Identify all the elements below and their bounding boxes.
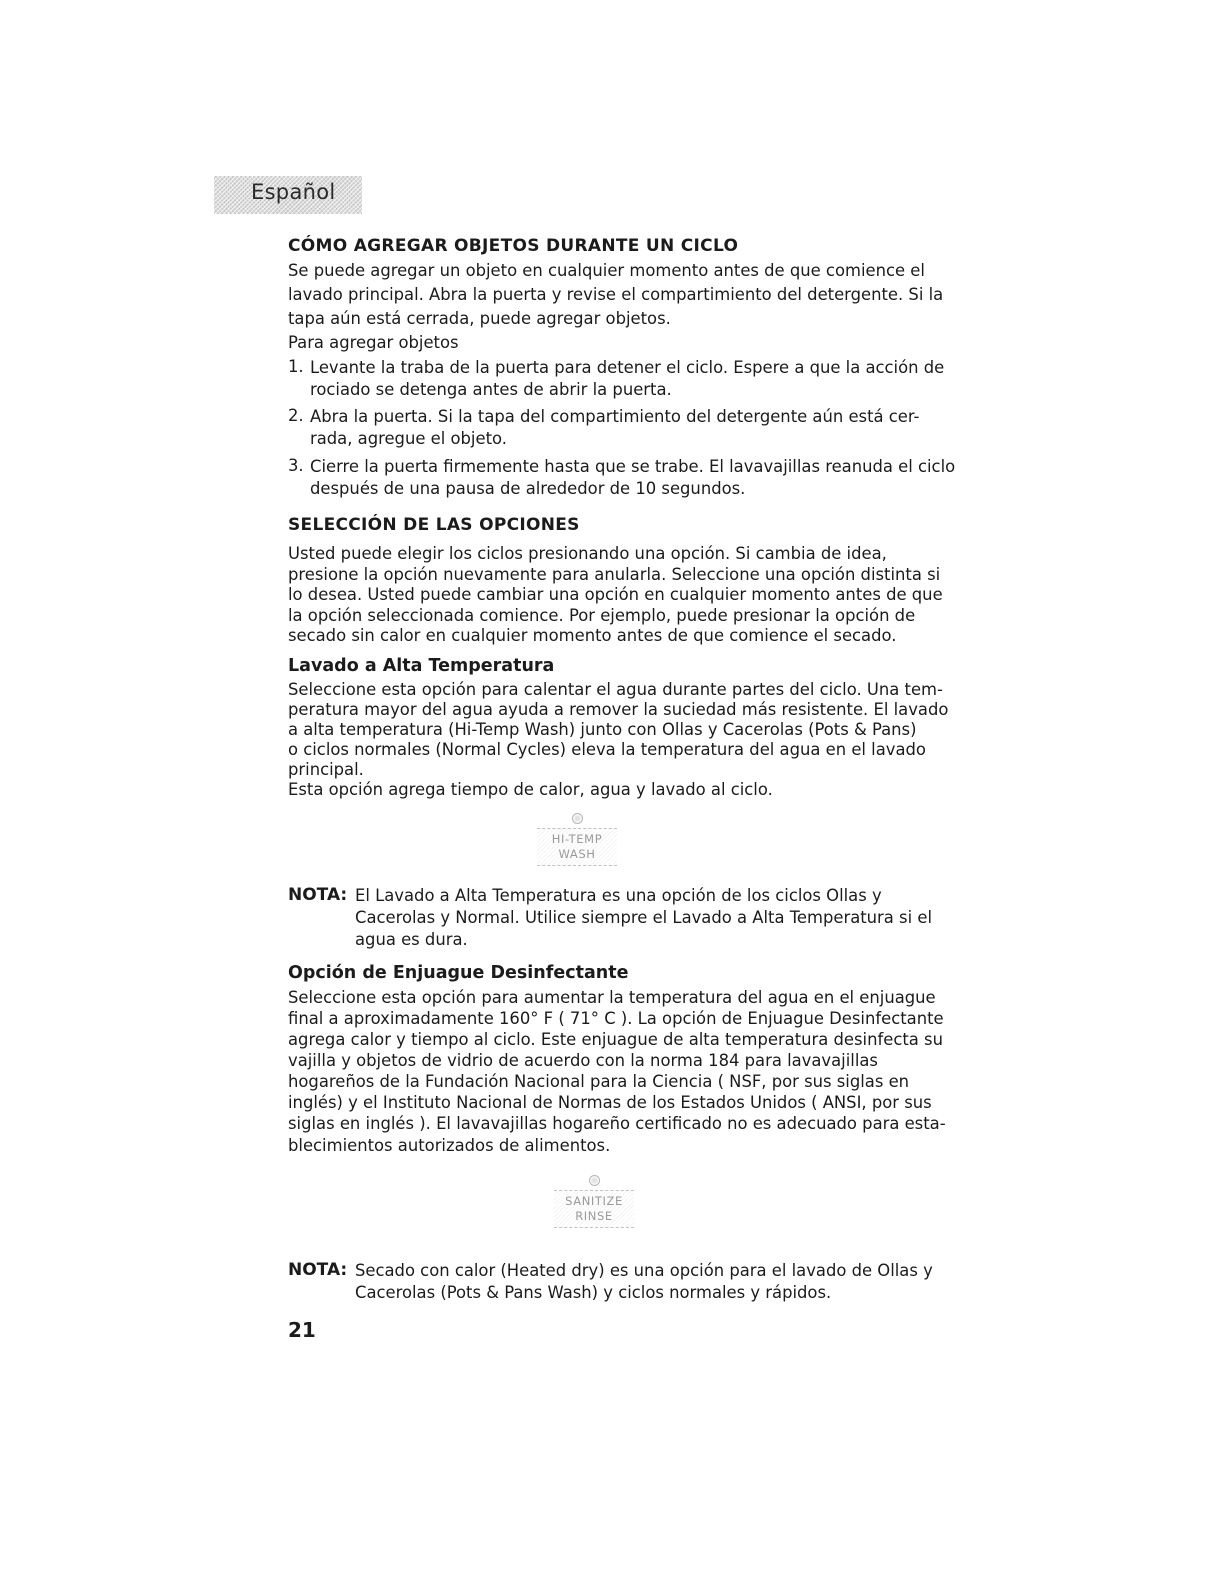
indicator-light-icon (572, 813, 583, 824)
sanitize-rinse-button (554, 1175, 634, 1228)
button-face (554, 1190, 634, 1228)
paragraph-line: lo desea. Usted puede cambiar una opción en cualquier momento antes de que (288, 585, 943, 604)
paragraph-line: principal. (288, 760, 364, 779)
section-heading-sanitize: Opción de Enjuague Desinfectante (288, 963, 629, 983)
section-heading-options: SELECCIÓN DE LAS OPCIONES (288, 515, 580, 535)
button-face (537, 828, 617, 866)
paragraph-line: lavado principal. Abra la puerta y revise el compartimiento del detergente. Si la (288, 285, 944, 304)
paragraph-line: a alta temperatura (Hi-Temp Wash) junto con Ollas y Cacerolas (Pots & Pans) (288, 720, 917, 739)
button-label-line1: SANITIZE (565, 1194, 623, 1208)
indicator-light-icon (589, 1175, 600, 1186)
section-heading-hi-temp: Lavado a Alta Temperatura (288, 656, 555, 676)
paragraph-line: blecimientos autorizados de alimentos. (288, 1136, 611, 1155)
step-number: 2. (288, 406, 304, 425)
paragraph-line: hogareños de la Fundación Nacional para la Ciencia ( NSF, por sus siglas en (288, 1072, 910, 1091)
section-heading-add-items: CÓMO AGREGAR OBJETOS DURANTE UN CICLO (288, 236, 739, 256)
paragraph-line: vajilla y objetos de vidrio de acuerdo con la norma 184 para lavavajillas (288, 1051, 878, 1070)
paragraph-line: la opción seleccionada comience. Por ejemplo, puede presionar la opción de (288, 606, 916, 625)
step-line: rociado se detenga antes de abrir la puerta. (310, 380, 672, 399)
note-line: agua es dura. (355, 930, 468, 949)
paragraph-line: presione la opción nuevamente para anularla. Seleccione una opción distinta si (288, 565, 941, 584)
subheading-add-items: Para agregar objetos (288, 333, 459, 352)
step-number: 1. (288, 357, 304, 376)
step-line: rada, agregue el objeto. (310, 429, 507, 448)
step-line: después de una pausa de alrededor de 10 segundos. (310, 479, 746, 498)
step-line: Cierre la puerta firmemente hasta que se trabe. El lavavajillas reanuda el ciclo (310, 457, 956, 476)
paragraph-line: peratura mayor del agua ayuda a remover la suciedad más resistente. El lavado (288, 700, 949, 719)
language-tab-label: Español (251, 180, 336, 204)
paragraph-line: Se puede agregar un objeto en cualquier momento antes de que comience el (288, 261, 925, 280)
paragraph-line: Usted puede elegir los ciclos presionando una opción. Si cambia de idea, (288, 544, 887, 563)
note-line: Cacerolas y Normal. Utilice siempre el Lavado a Alta Temperatura si el (355, 908, 932, 927)
note-line: Cacerolas (Pots & Pans Wash) y ciclos normales y rápidos. (355, 1283, 832, 1302)
paragraph-line: inglés) y el Instituto Nacional de Normas de los Estados Unidos ( ANSI, por sus (288, 1093, 932, 1112)
paragraph-line: Seleccione esta opción para calentar el agua durante partes del ciclo. Una tem- (288, 680, 943, 699)
step-number: 3. (288, 456, 304, 475)
paragraph-line: o ciclos normales (Normal Cycles) eleva la temperatura del agua en el lavado (288, 740, 926, 759)
button-label-line1: HI-TEMP (551, 832, 603, 846)
paragraph-line: secado sin calor en cualquier momento antes de que comience el secado. (288, 626, 897, 645)
button-label-line2: RINSE (575, 1209, 613, 1223)
step-line: Levante la traba de la puerta para detener el ciclo. Espere a que la acción de (310, 358, 945, 377)
button-label-line2: WASH (558, 847, 596, 861)
paragraph-line: Seleccione esta opción para aumentar la temperatura del agua en el enjuague (288, 988, 936, 1007)
note-line: El Lavado a Alta Temperatura es una opción de los ciclos Ollas y (355, 886, 882, 905)
paragraph-line: final a aproximadamente 160° F ( 71° C ). La opción de Enjuague Desinfectante (288, 1009, 944, 1028)
note-line: Secado con calor (Heated dry) es una opción para el lavado de Ollas y (355, 1261, 933, 1280)
hi-temp-wash-button (537, 813, 617, 866)
page-number: 21 (288, 1318, 316, 1342)
language-tab (214, 176, 362, 214)
paragraph-line: tapa aún está cerrada, puede agregar objetos. (288, 309, 671, 328)
note-label: NOTA: (288, 885, 348, 905)
paragraph-line: Esta opción agrega tiempo de calor, agua y lavado al ciclo. (288, 780, 773, 799)
paragraph-line: siglas en inglés ). El lavavajillas hogareño certificado no es adecuado para esta- (288, 1114, 946, 1133)
note-label: NOTA: (288, 1260, 348, 1280)
paragraph-line: agrega calor y tiempo al ciclo. Este enjuague de alta temperatura desinfecta su (288, 1030, 943, 1049)
step-line: Abra la puerta. Si la tapa del compartimiento del detergente aún está cer- (310, 407, 920, 426)
